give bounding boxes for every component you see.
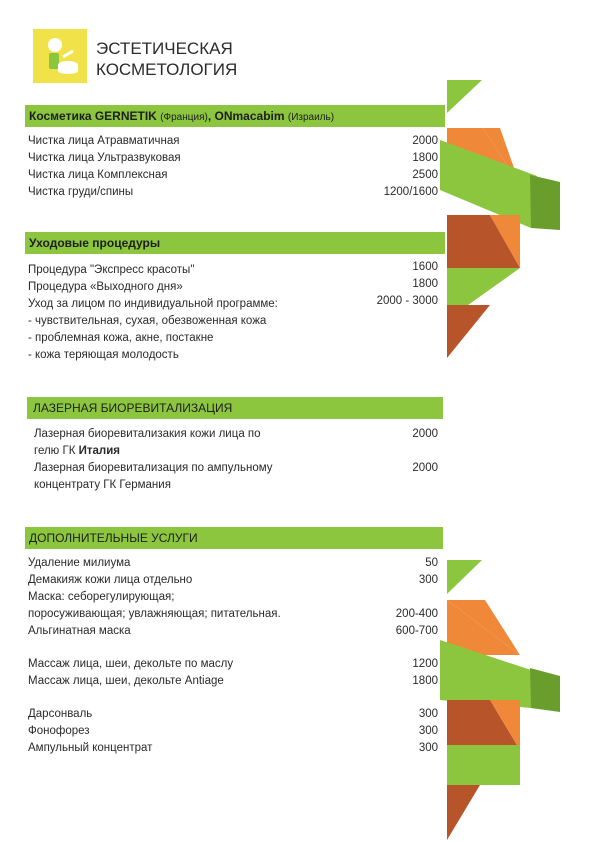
item-price: 2000	[412, 135, 438, 147]
list-item: Чистка лица Комплексная	[28, 169, 168, 181]
title-line-1: ЭСТЕТИЧЕСКАЯ	[96, 39, 233, 58]
list-item: Фонофорез	[28, 725, 90, 737]
page-title	[96, 38, 237, 80]
item-price: 1800	[412, 278, 438, 290]
item-bold-text: Италия	[78, 445, 120, 457]
note-item: - кожа теряющая молодость	[28, 349, 179, 361]
list-item: Удаление милиума	[28, 557, 131, 569]
list-item: Дарсонваль	[28, 708, 93, 720]
section-extra-heading	[25, 527, 443, 549]
heading-brand-onmacabim: , ONmacabim	[207, 109, 285, 123]
list-item: Процедура «Выходного дня»	[28, 281, 183, 293]
item-price: 1200/1600	[383, 186, 438, 198]
list-item: Демакияж кожи лица отдельно	[28, 574, 193, 586]
item-text: гелю ГК	[34, 445, 79, 457]
list-item: поросуживающая; увлажняющая; питательная.	[28, 608, 281, 620]
item-price: 1800	[412, 675, 438, 687]
cosmetics-logo-icon	[33, 29, 87, 83]
item-price: 300	[418, 725, 438, 737]
list-item: Лазерная биоревитализация по ампульному	[34, 462, 273, 474]
list-item: Маска: себорегулирующая;	[28, 591, 175, 603]
item-price: 300	[418, 574, 438, 586]
item-text: концентрату ГК Германия	[34, 479, 171, 491]
heading-brand-gernetik: Косметика GERNETIK	[29, 109, 157, 123]
item-price: 1200	[412, 658, 438, 670]
item-price: 600-700	[395, 625, 438, 637]
heading-text: ЛАЗЕРНАЯ БИОРЕВИТАЛИЗАЦИЯ	[33, 401, 233, 415]
heading-country-france: (Франция)	[160, 112, 208, 123]
item-price: 1600	[412, 261, 438, 273]
list-item-line2	[34, 477, 171, 494]
item-price: 2500	[412, 169, 438, 181]
section-laser-heading	[27, 397, 443, 419]
list-item: Процедура "Экспресс красоты"	[28, 264, 195, 276]
list-item: Лазерная биоревитализакия кожи лица по	[34, 428, 261, 440]
section-care-heading	[25, 232, 445, 254]
item-price: 2000 - 3000	[376, 295, 438, 307]
item-price: 1800	[412, 152, 438, 164]
list-item: Чистка лица Атравматичная	[28, 135, 180, 147]
item-price: 2000	[412, 462, 438, 474]
item-price: 2000	[412, 428, 438, 440]
title-line-2: КОСМЕТОЛОГИЯ	[96, 60, 238, 79]
list-item-line2	[34, 443, 120, 460]
list-item: Альгинатная маска	[28, 625, 131, 637]
heading-text: ДОПОЛНИТЕЛЬНЫЕ УСЛУГИ	[29, 531, 198, 545]
note-item: - чувствительная, сухая, обезвоженная кожа	[28, 315, 267, 327]
item-price: 50	[425, 557, 438, 569]
heading-country-israel: (Израиль)	[287, 112, 335, 123]
list-item: Чистка лица Ультразвуковая	[28, 152, 181, 164]
list-item: Ампульный концентрат	[28, 742, 153, 754]
list-item: Чистка груди/спины	[28, 186, 134, 198]
note-item: - проблемная кожа, акне, постакне	[28, 332, 214, 344]
item-price: 200-400	[395, 608, 438, 620]
heading-text: Уходовые процедуры	[29, 236, 161, 250]
list-item: Уход за лицом по индивидуальной программе:	[28, 298, 278, 310]
item-price: 300	[418, 742, 438, 754]
section-gernetik-heading	[25, 105, 445, 127]
list-item: Массаж лица, шеи, декольте по маслу	[28, 658, 234, 670]
list-item: Массаж лица, шеи, декольте Antiage	[28, 675, 224, 687]
item-price: 300	[418, 708, 438, 720]
